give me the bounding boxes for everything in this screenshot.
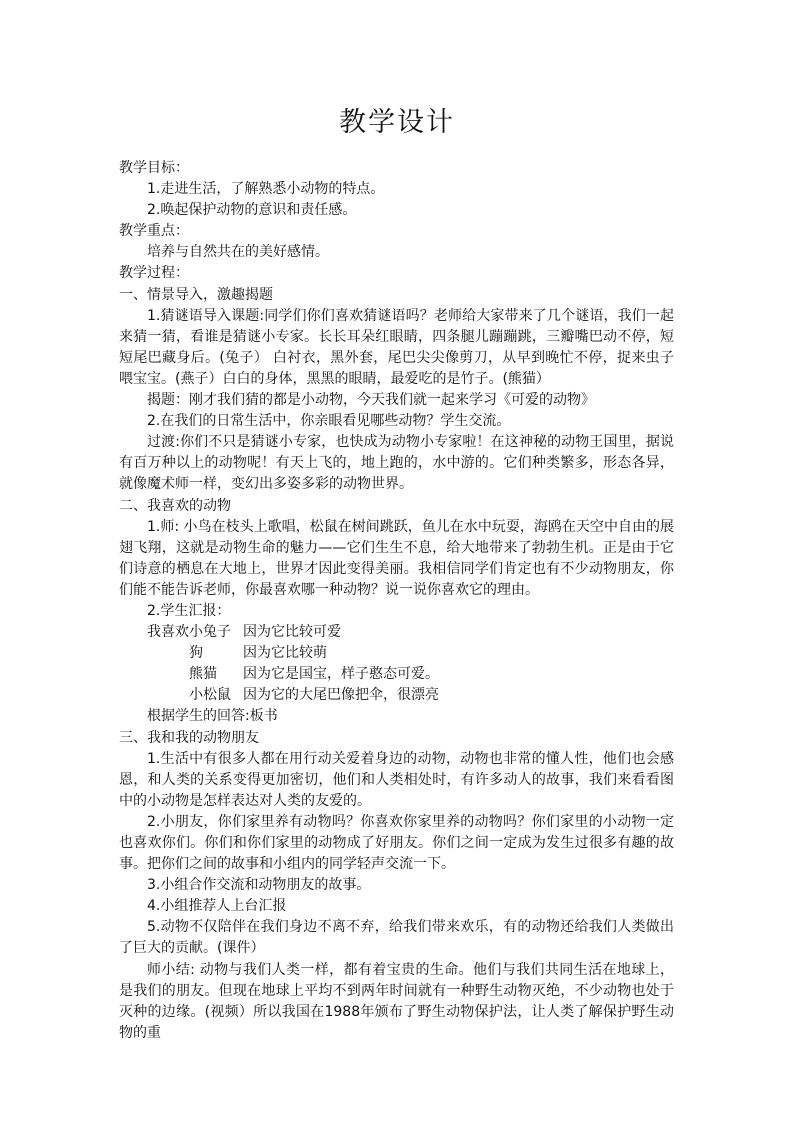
- paragraph: 4.小组推荐人上台汇报: [147, 898, 287, 915]
- report-row: [119, 643, 674, 664]
- paragraph: 2.在我们的日常生活中，你亲眼看见哪些动物？学生交流。: [147, 413, 511, 430]
- goals-heading: 教学目标：: [119, 160, 189, 176]
- section-heading: 一、情景导入，激趣揭题: [119, 286, 273, 303]
- report-animal: 小松鼠: [189, 687, 231, 704]
- report-animal: 我喜欢小兔子: [147, 624, 231, 641]
- process-heading: 教学过程：: [119, 265, 189, 282]
- paragraph: 5.动物不仅陪伴在我们身边不离不弃，给我们带来欢乐，有的动物还给我们人类做出了巨大的贡献。(课件）: [119, 919, 674, 957]
- paragraph: 1.猜谜语导入课题:同学们你们喜欢猜谜语吗？老师给大家带来了几个谜语，我们一起来猜一猜，看谁是猜谜小专家。长长耳朵红眼睛，四条腿儿蹦蹦跳，三瓣嘴巴动不停，短短尾巴藏身后。(兔子） 白衬衣，黑外套，尾巴尖尖像剪刀，从早到晚忙不停，捉来虫子喂宝宝。(燕子）白白的身体，黑黑的眼睛，最爱吃的是竹子。(熊猫）: [119, 307, 674, 387]
- report-reason: 因为它的大尾巴像把伞，很漂亮: [243, 687, 439, 704]
- focus-heading: 教学重点：: [119, 223, 189, 240]
- paragraph: 1.师: 小鸟在枝头上歌唱，松鼠在树间跳跃，鱼儿在水中玩耍，海鸥在天空中自由的展翅飞翔，这就是动物生命的魅力——它们生生不息，给大地带来了勃勃生机。正是由于它们诗意的栖息在大地上，世界才因此变得美丽。我相信同学们肯定也有不少动物朋友，你们能不能告诉老师，你最喜欢哪一种动物？说一说你喜欢它的理由。: [119, 518, 674, 598]
- report-animal: 熊猫: [189, 666, 217, 683]
- section-heading: 二、我喜欢的动物: [119, 497, 231, 514]
- document-body: [119, 158, 674, 1044]
- paragraph: 根据学生的回答:板书: [147, 708, 278, 725]
- report-row: [119, 664, 674, 685]
- paragraph: 1.生活中有很多人都在用行动关爱着身边的动物，动物也非常的懂人性，他们也会感恩，和人类的关系变得更加密切，他们和人类相处时，有许多动人的故事，我们来看看图中的小动物是怎样表达对人类的友爱的。: [119, 750, 674, 809]
- paragraph: 2.学生汇报：: [147, 602, 231, 619]
- goal-item: 2.唤起保护动物的意识和责任感。: [147, 202, 357, 219]
- paragraph: 3.小组合作交流和动物朋友的故事。: [147, 877, 371, 894]
- paragraph: 过渡:你们不只是猜谜小专家，也快成为动物小专家啦！在这神秘的动物王国里，据说有百万种以上的动物呢！有天上飞的，地上跑的，水中游的。它们种类繁多，形态各异，就像魔术师一样，变幻出多姿多彩的动物世界。: [119, 434, 674, 493]
- report-reason: 因为它比较萌: [243, 645, 327, 662]
- paragraph: 师小结: 动物与我们人类一样，都有着宝贵的生命。他们与我们共同生活在地球上，是我们的朋友。但现在地球上平均不到两年时间就有一种野生动物灭绝，不少动物也处于灭种的边缘。(视频）所以我国在1988年颁布了野生动物保护法，让人类了解保护野生动物的重: [119, 961, 674, 1041]
- page-title: 教学设计: [339, 107, 455, 138]
- report-row: [119, 622, 674, 643]
- report-row: [119, 685, 674, 706]
- section-heading: 三、我和我的动物朋友: [119, 729, 259, 746]
- paragraph: 揭题：刚才我们猜的都是小动物，今天我们就一起来学习《可爱的动物》: [147, 392, 595, 409]
- paragraph: 2.小朋友，你们家里养有动物吗？你喜欢你家里养的动物吗？你们家里的小动物一定也喜欢你们。你们和你们家里的动物成了好朋友。你们之间一定成为发生过很多有趣的故事。把你们之间的故事和小组内的同学轻声交流一下。: [119, 813, 674, 873]
- report-animal: 狗: [189, 645, 203, 662]
- goal-item: 1.走进生活，了解熟悉小动物的特点。: [147, 181, 385, 198]
- report-reason: 因为它比较可爱: [243, 624, 341, 641]
- report-reason: 因为它是国宝，样子憨态可爱。: [243, 666, 439, 683]
- focus-text: 培养与自然共在的美好感情。: [147, 244, 329, 261]
